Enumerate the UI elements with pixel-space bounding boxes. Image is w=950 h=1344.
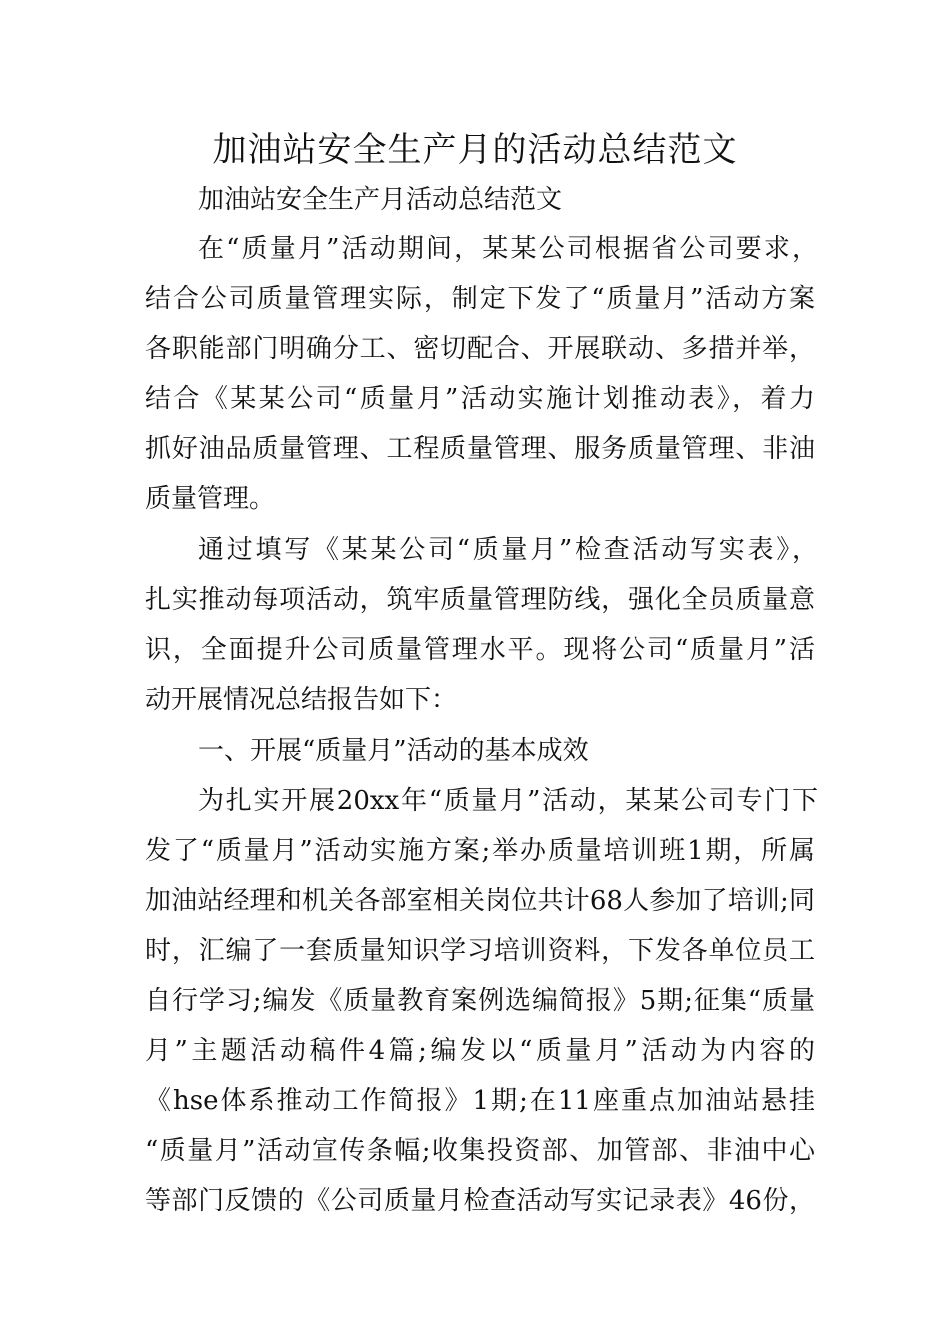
paragraph-line: 发了“质量月”活动实施方案;举办质量培训班1期，所属 [145, 836, 815, 866]
paragraph-line: 《hse体系推动工作简报》1期;在11座重点加油站悬挂 [145, 1086, 815, 1116]
paragraph-line: 各职能部门明确分工、密切配合、开展联动、多措并举， [145, 334, 815, 364]
paragraph-line: 自行学习;编发《质量教育案例选编简报》5期;征集“质量 [145, 986, 815, 1016]
paragraph-line: 为扎实开展20xx年“质量月”活动，某某公司专门下 [198, 786, 818, 816]
paragraph-line: 识，全面提升公司质量管理水平。现将公司“质量月”活 [145, 635, 815, 665]
paragraph-line: “质量月”活动宣传条幅;收集投资部、加管部、非油中心 [145, 1136, 815, 1166]
paragraph-line: 动开展情况总结报告如下： [145, 685, 458, 715]
paragraph-line: 加油站经理和机关各部室相关岗位共计68人参加了培训;同 [145, 886, 815, 916]
paragraph-line: 月”主题活动稿件4篇;编发以“质量月”活动为内容的 [145, 1036, 815, 1066]
document-title: 加油站安全生产月的活动总结范文 [212, 130, 738, 170]
paragraph-line: 结合公司质量管理实际，制定下发了“质量月”活动方案 [145, 284, 815, 314]
paragraph-line: 结合《某某公司“质量月”活动实施计划推动表》，着力 [145, 384, 815, 414]
paragraph-line: 在“质量月”活动期间，某某公司根据省公司要求， [198, 234, 818, 264]
section-heading: 一、开展“质量月”活动的基本成效 [198, 736, 589, 766]
paragraph-line: 通过填写《某某公司“质量月”检查活动写实表》， [198, 535, 818, 565]
paragraph-line: 扎实推动每项活动，筑牢质量管理防线，强化全员质量意 [145, 585, 815, 615]
paragraph-line: 质量管理。 [145, 484, 276, 514]
paragraph-line: 抓好油品质量管理、工程质量管理、服务质量管理、非油 [145, 434, 815, 464]
subtitle-line: 加油站安全生产月活动总结范文 [198, 185, 563, 215]
paragraph-line: 时，汇编了一套质量知识学习培训资料，下发各单位员工 [145, 936, 815, 966]
paragraph-line: 等部门反馈的《公司质量月检查活动写实记录表》46份， [145, 1186, 815, 1216]
